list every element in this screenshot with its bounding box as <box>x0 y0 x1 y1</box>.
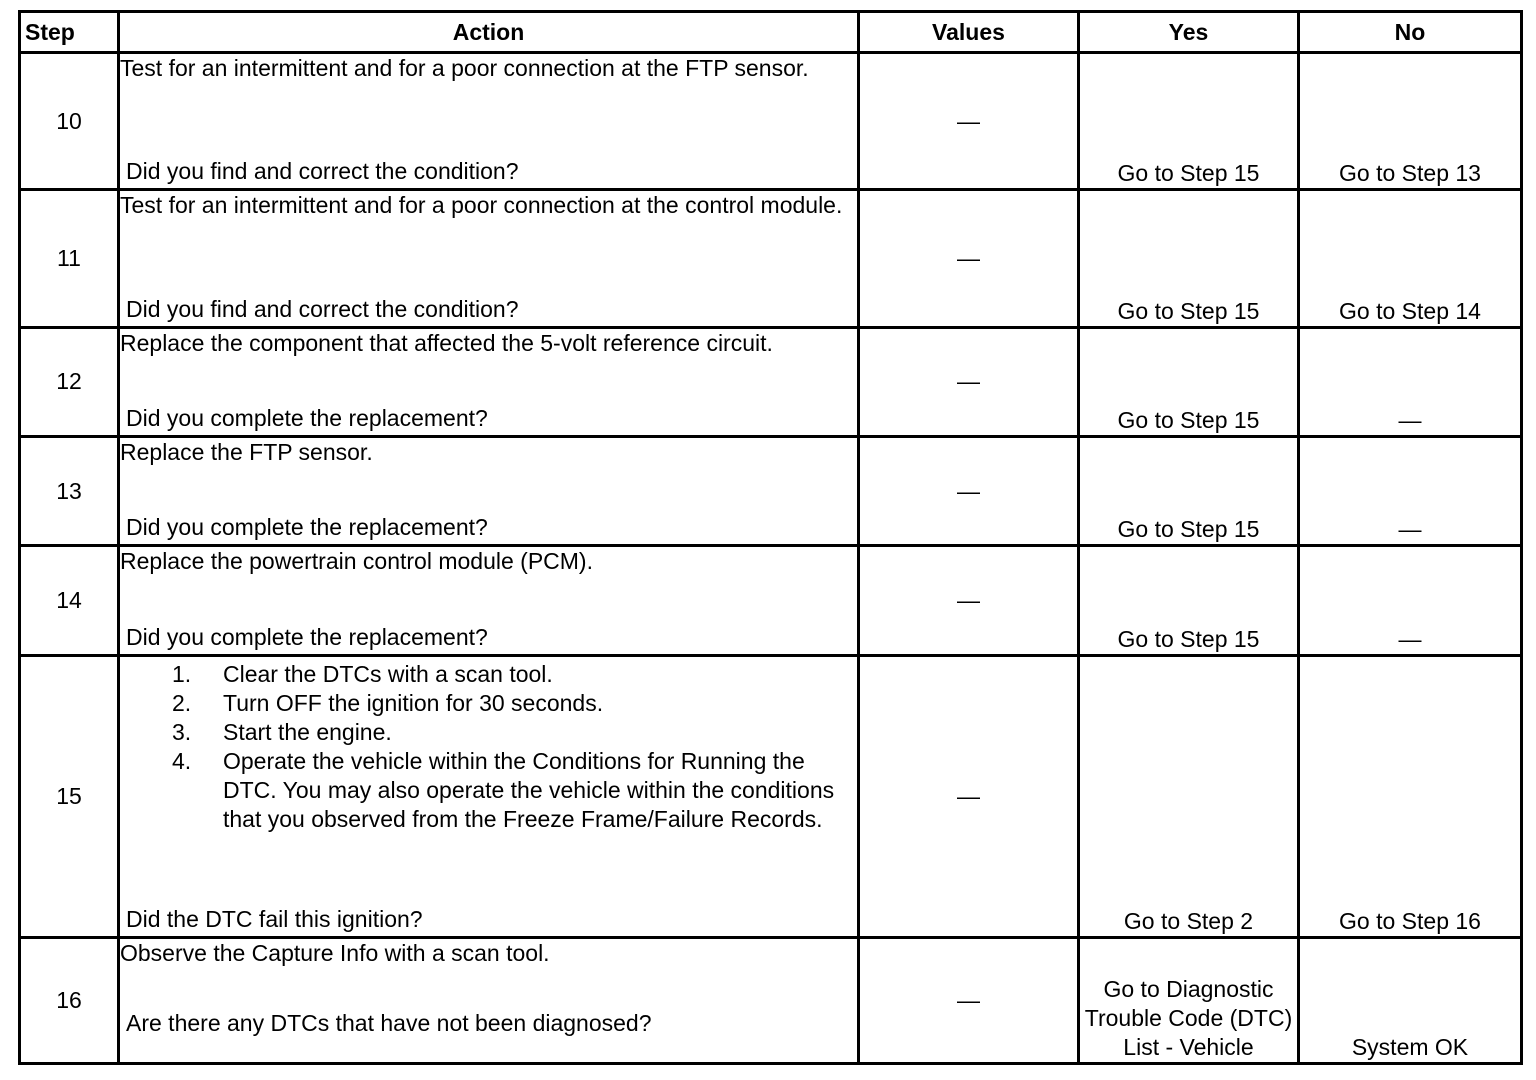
yes-link[interactable]: Go to Step 15 <box>1079 546 1299 655</box>
substep-text: Turn OFF the ignition for 30 seconds. <box>223 689 604 716</box>
no-link[interactable]: Go to Step 14 <box>1299 190 1522 327</box>
action-cell <box>119 937 859 1063</box>
action-text: Observe the Capture Info with a scan tool. <box>120 939 550 966</box>
action-question: Did you complete the replacement? <box>126 514 488 541</box>
values-cell: — <box>859 53 1079 190</box>
action-question: Did you find and correct the condition? <box>126 158 519 185</box>
values-cell: — <box>859 937 1079 1063</box>
header-row <box>20 12 1522 53</box>
header-no: No <box>1299 12 1522 53</box>
no-link[interactable]: Go to Step 16 <box>1299 655 1522 937</box>
action-cell <box>119 327 859 436</box>
action-cell <box>119 655 859 937</box>
substep-number: 2. <box>172 689 192 716</box>
step-number: 16 <box>20 937 119 1063</box>
step-number: 14 <box>20 546 119 655</box>
yes-link[interactable]: Go to Step 15 <box>1079 437 1299 546</box>
action-question: Did you find and correct the condition? <box>126 295 519 322</box>
action-text: Replace the component that affected the 5-volt reference circuit. <box>120 329 773 356</box>
action-text: Test for an intermittent and for a poor connection at the control module. <box>120 192 843 219</box>
table-row <box>20 546 1522 655</box>
action-question: Did the DTC fail this ignition? <box>126 905 423 932</box>
action-text: Test for an intermittent and for a poor connection at the FTP sensor. <box>120 55 809 81</box>
action-cell <box>119 190 859 327</box>
action-question: Did you complete the replacement? <box>126 405 488 432</box>
table-row <box>20 437 1522 546</box>
substep-text: Start the engine. <box>223 718 392 745</box>
list-item <box>120 718 857 747</box>
action-text: Replace the powertrain control module (PCM). <box>120 548 593 575</box>
substep-list <box>120 660 857 834</box>
values-cell: — <box>859 437 1079 546</box>
table-row <box>20 655 1522 937</box>
step-number: 15 <box>20 655 119 937</box>
yes-link[interactable]: Go to Step 15 <box>1079 190 1299 327</box>
list-item <box>120 660 857 689</box>
action-cell <box>119 437 859 546</box>
action-question: Are there any DTCs that have not been diagnosed? <box>126 1010 652 1036</box>
table-row <box>20 327 1522 436</box>
values-cell: — <box>859 190 1079 327</box>
header-values: Values <box>859 12 1079 53</box>
table-row <box>20 53 1522 190</box>
no-cell: — <box>1299 546 1522 655</box>
list-item <box>120 689 857 718</box>
action-text: Replace the FTP sensor. <box>120 439 373 466</box>
diagnostic-table <box>18 10 1523 1065</box>
values-cell: — <box>859 327 1079 436</box>
step-number: 11 <box>20 190 119 327</box>
action-cell <box>119 546 859 655</box>
action-cell <box>119 53 859 190</box>
substep-text: Clear the DTCs with a scan tool. <box>223 660 553 687</box>
yes-link[interactable]: Go to Step 15 <box>1079 53 1299 190</box>
substep-number: 4. <box>172 747 192 774</box>
substep-number: 3. <box>172 718 192 745</box>
table-row <box>20 937 1522 1063</box>
table-row <box>20 190 1522 327</box>
yes-link[interactable]: Go to Step 2 <box>1079 655 1299 937</box>
header-action: Action <box>119 12 859 53</box>
no-link[interactable]: Go to Step 13 <box>1299 53 1522 190</box>
header-yes: Yes <box>1079 12 1299 53</box>
yes-link[interactable]: Go to Diagnostic Trouble Code (DTC) List - Vehicle <box>1079 937 1299 1063</box>
header-step: Step <box>20 12 119 53</box>
values-cell: — <box>859 546 1079 655</box>
step-number: 10 <box>20 53 119 190</box>
substep-number: 1. <box>172 660 192 687</box>
yes-link[interactable]: Go to Step 15 <box>1079 327 1299 436</box>
values-cell: — <box>859 655 1079 937</box>
no-cell: — <box>1299 327 1522 436</box>
action-question: Did you complete the replacement? <box>126 623 488 650</box>
no-cell: — <box>1299 437 1522 546</box>
no-cell: System OK <box>1299 937 1522 1063</box>
step-number: 12 <box>20 327 119 436</box>
step-number: 13 <box>20 437 119 546</box>
substep-text: Operate the vehicle within the Conditions for Running the DTC. You may also operate the vehicle within the conditions that you observed from the Freeze Frame/Failure Records. <box>223 747 835 832</box>
list-item <box>120 747 857 834</box>
